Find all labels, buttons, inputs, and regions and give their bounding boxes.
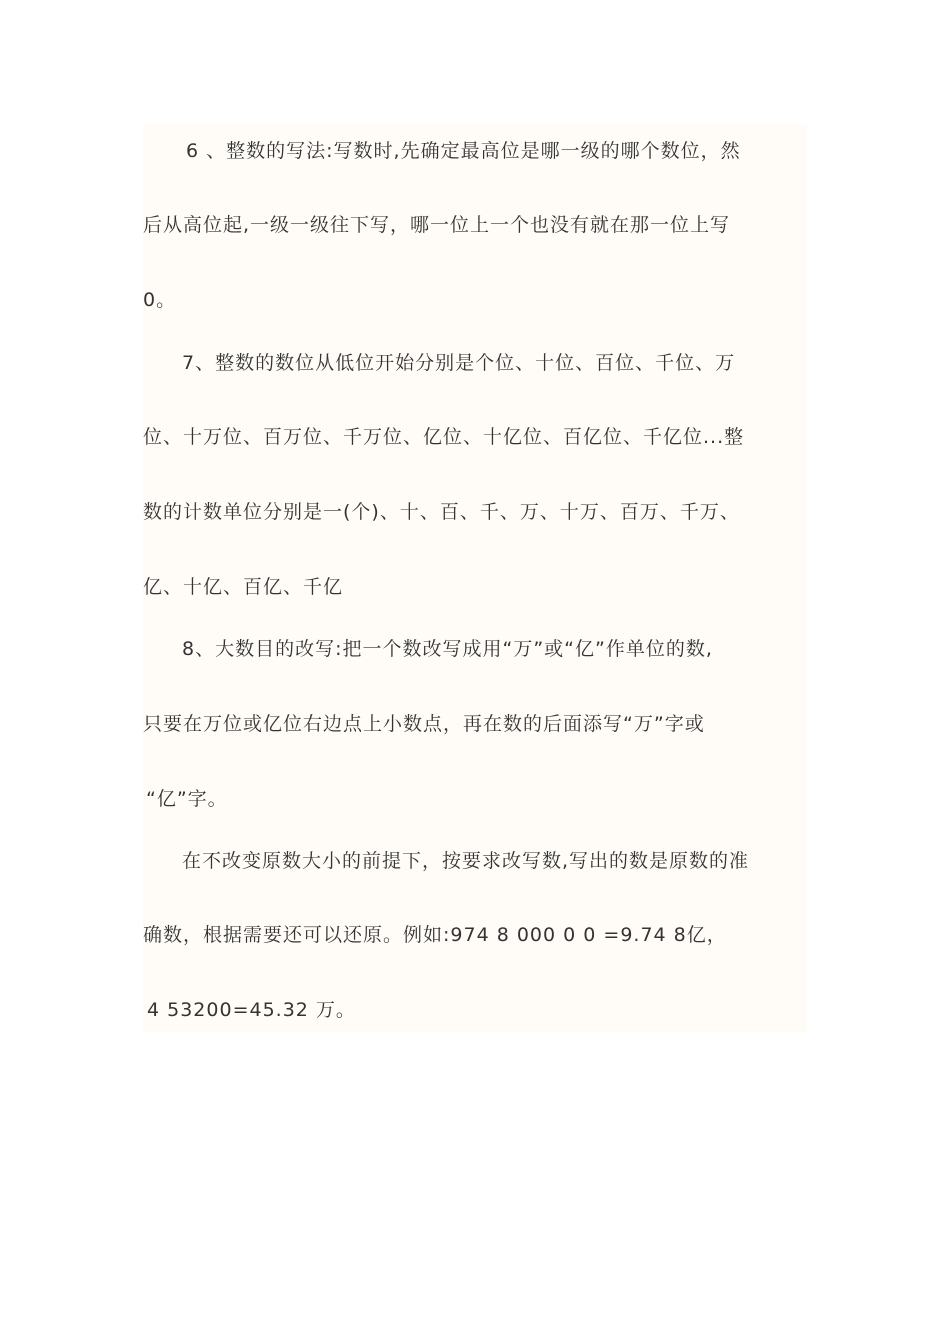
paragraph-7-line-1: 7、整数的数位从低位开始分别是个位、十位、百位、千位、万: [182, 352, 736, 374]
paragraph-6-line-1: 6 、整数的写法:写数时,先确定最高位是哪一级的哪个数位，然: [186, 140, 741, 162]
paragraph-6-line-2: 后从高位起,一级一级往下写，哪一位上一个也没有就在那一位上写: [143, 214, 731, 236]
paragraph-9-line-1: 在不改变原数大小的前提下，按要求改写数,写出的数是原数的准: [182, 850, 750, 872]
paragraph-7-line-3: 数的计数单位分别是一(个)、十、百、千、万、十万、百万、千万、: [143, 501, 740, 523]
paragraph-9-line-2: 确数，根据需要还可以还原。例如:974 8 000 0 0 =9.74 8亿，: [143, 924, 727, 946]
paragraph-8-line-1: 8、大数目的改写:把一个数改写成用“万”或“亿”作单位的数,: [182, 638, 713, 660]
paragraph-7-line-2: 位、十万位、百万位、千万位、亿位、十亿位、百亿位、千亿位...整: [143, 426, 745, 448]
paragraph-9-line-3: 4 53200=45.32 万。: [147, 999, 356, 1021]
paragraph-6-line-3: 0。: [143, 289, 177, 311]
paragraph-7-line-4: 亿、十亿、百亿、千亿: [143, 576, 344, 598]
paragraph-8-line-2: 只要在万位或亿位右边点上小数点，再在数的后面添写“万”字或: [143, 713, 705, 735]
paragraph-8-line-3: “亿”字。: [146, 788, 228, 810]
